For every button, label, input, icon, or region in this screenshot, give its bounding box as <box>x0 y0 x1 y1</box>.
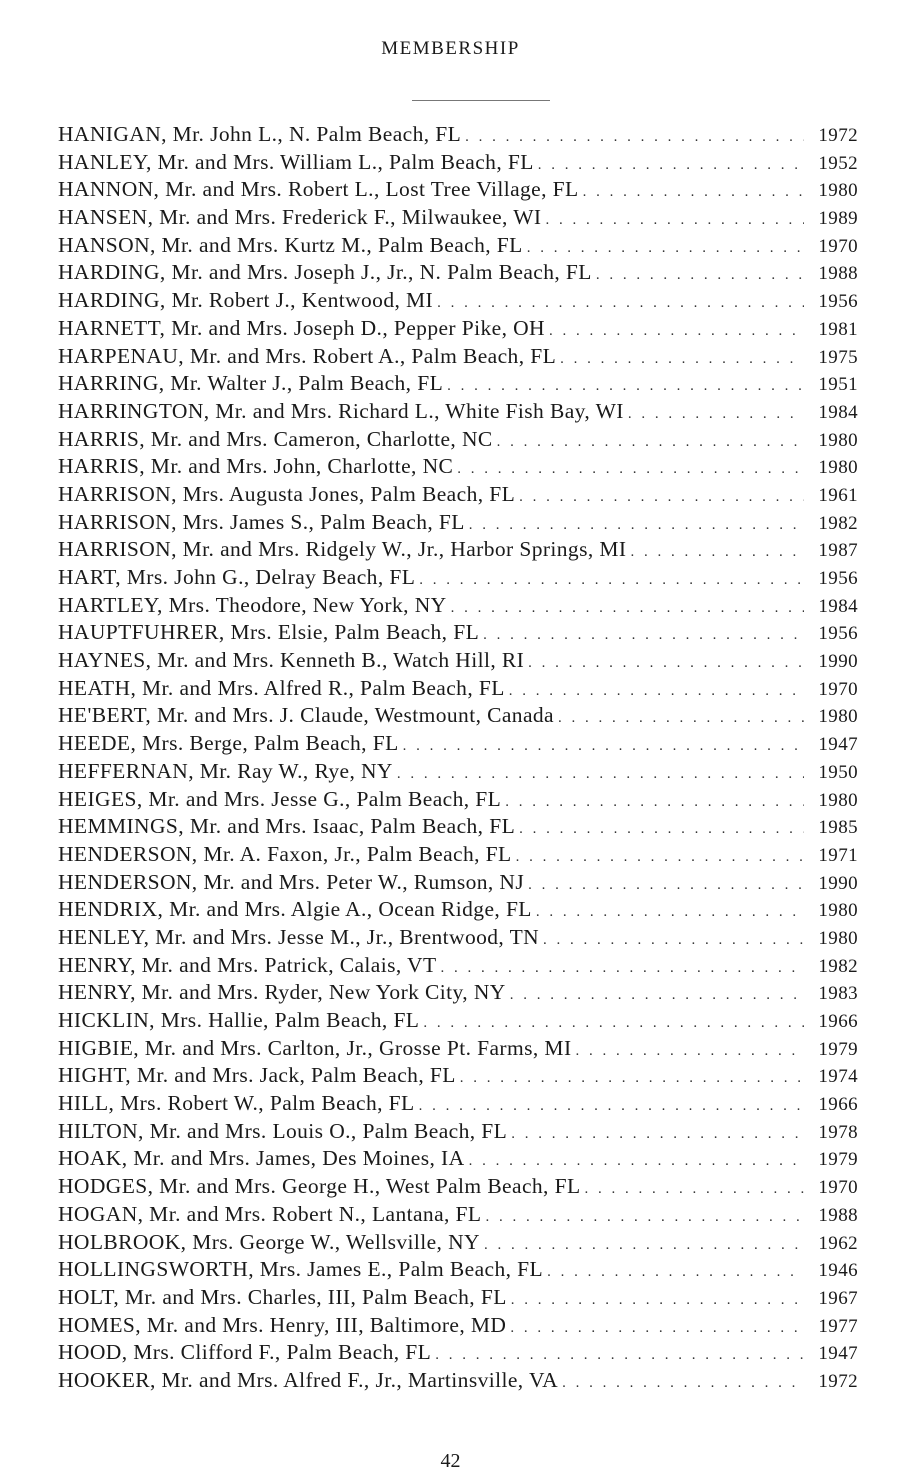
dot-leader <box>560 346 804 374</box>
member-name: HENLEY, Mr. and Mrs. Jesse M., Jr., Brentwood, TN <box>58 924 540 949</box>
member-name: HARRISON, Mr. and Mrs. Ridgely W., Jr., Harbor Springs, MI <box>58 537 627 562</box>
dot-leader <box>511 1121 804 1149</box>
member-entry <box>58 952 858 980</box>
member-name: HARNETT, Mr. and Mrs. Joseph D., Pepper Pike, OH <box>58 315 545 340</box>
member-entry <box>58 564 858 592</box>
membership-list <box>58 121 858 1395</box>
member-year: 1950 <box>818 761 858 783</box>
member-entry <box>58 536 858 564</box>
member-year: 1983 <box>818 983 858 1005</box>
dot-leader <box>511 1287 804 1315</box>
member-year: 1980 <box>818 706 858 728</box>
member-entry <box>58 979 858 1007</box>
member-entry <box>58 426 858 454</box>
member-name: HAYNES, Mr. and Mrs. Kenneth B., Watch Hill, RI <box>58 648 525 673</box>
member-entry <box>58 121 858 149</box>
member-entry <box>58 619 858 647</box>
dot-leader <box>419 567 804 595</box>
member-year: 1980 <box>818 900 858 922</box>
member-year: 1979 <box>818 1038 858 1060</box>
dot-leader <box>435 1342 804 1370</box>
member-entry <box>58 1229 858 1257</box>
member-year: 1956 <box>818 623 858 645</box>
member-name: HILTON, Mr. and Mrs. Louis O., Palm Beach, FL <box>58 1118 508 1143</box>
member-year: 1970 <box>818 1177 858 1199</box>
member-year: 1982 <box>818 512 858 534</box>
page-title: MEMBERSHIP <box>381 38 520 59</box>
member-entry <box>58 730 858 758</box>
member-name: HARRING, Mr. Walter J., Palm Beach, FL <box>58 371 444 396</box>
dot-leader <box>460 1065 804 1093</box>
dot-leader <box>457 456 804 484</box>
dot-leader <box>497 429 804 457</box>
member-name: HANNON, Mr. and Mrs. Robert L., Lost Tree Village, FL <box>58 177 579 202</box>
member-entry <box>58 924 858 952</box>
member-entry <box>58 1339 858 1367</box>
member-entry <box>58 1007 858 1035</box>
dot-leader <box>451 595 804 623</box>
member-year: 1982 <box>818 955 858 977</box>
member-entry <box>58 1173 858 1201</box>
member-entry <box>58 1145 858 1173</box>
dot-leader <box>437 290 804 318</box>
dot-leader <box>483 622 804 650</box>
member-year: 1980 <box>818 429 858 451</box>
member-year: 1947 <box>818 734 858 756</box>
member-name: HARDING, Mr. Robert J., Kentwood, MI <box>58 288 434 313</box>
member-year: 1988 <box>818 1204 858 1226</box>
dot-leader <box>576 1038 805 1066</box>
dot-leader <box>527 235 804 263</box>
member-entry <box>58 592 858 620</box>
member-entry <box>58 1256 858 1284</box>
dot-leader <box>485 1204 804 1232</box>
dot-leader <box>423 1010 804 1038</box>
member-entry <box>58 204 858 232</box>
member-name: HENDRIX, Mr. and Mrs. Algie A., Ocean Ridge, FL <box>58 897 532 922</box>
dot-leader <box>628 401 804 429</box>
member-year: 1987 <box>818 540 858 562</box>
member-name: HOLT, Mr. and Mrs. Charles, III, Palm Beach, FL <box>58 1284 507 1309</box>
member-entry <box>58 813 858 841</box>
member-year: 1988 <box>818 263 858 285</box>
member-entry <box>58 786 858 814</box>
dot-leader <box>465 124 804 152</box>
member-year: 1956 <box>818 291 858 313</box>
dot-leader <box>519 816 804 844</box>
member-year: 1981 <box>818 318 858 340</box>
member-year: 1984 <box>818 595 858 617</box>
member-year: 1946 <box>818 1260 858 1282</box>
member-year: 1990 <box>818 651 858 673</box>
member-entry <box>58 232 858 260</box>
dot-leader <box>549 318 804 346</box>
member-entry <box>58 149 858 177</box>
dot-leader <box>562 1370 804 1398</box>
member-name: HEMMINGS, Mr. and Mrs. Isaac, Palm Beach, FL <box>58 814 516 839</box>
dot-leader <box>441 955 804 983</box>
member-name: HOOKER, Mr. and Mrs. Alfred F., Jr., Martinsville, VA <box>58 1367 559 1392</box>
member-entry <box>58 259 858 287</box>
member-year: 1977 <box>818 1315 858 1337</box>
dot-leader <box>543 927 804 955</box>
member-name: HARRISON, Mrs. James S., Palm Beach, FL <box>58 509 465 534</box>
member-year: 1989 <box>818 208 858 230</box>
member-entry <box>58 869 858 897</box>
dot-leader <box>596 262 804 290</box>
member-entry <box>58 1367 858 1395</box>
dot-leader <box>583 179 804 207</box>
member-year: 1966 <box>818 1011 858 1032</box>
member-entry <box>58 647 858 675</box>
member-name: HEFFERNAN, Mr. Ray W., Rye, NY <box>58 758 393 783</box>
member-year: 1970 <box>818 235 858 257</box>
member-entry <box>58 1284 858 1312</box>
dot-leader <box>484 1232 804 1260</box>
member-year: 1985 <box>818 817 858 839</box>
member-name: HAUPTFUHRER, Mrs. Elsie, Palm Beach, FL <box>58 620 480 645</box>
member-entry <box>58 896 858 924</box>
member-entry <box>58 343 858 371</box>
member-year: 1951 <box>818 374 858 396</box>
member-entry <box>58 481 858 509</box>
member-entry <box>58 509 858 537</box>
member-year: 1956 <box>818 568 858 589</box>
member-name: HARRISON, Mrs. Augusta Jones, Palm Beach, FL <box>58 481 516 506</box>
dot-leader <box>528 650 804 678</box>
dot-leader <box>469 512 804 540</box>
member-name: HOMES, Mr. and Mrs. Henry, III, Baltimore, MD <box>58 1312 507 1337</box>
dot-leader <box>516 844 804 872</box>
dot-leader <box>545 207 804 235</box>
member-name: HANSEN, Mr. and Mrs. Frederick F., Milwaukee, WI <box>58 205 542 230</box>
member-entry <box>58 315 858 343</box>
dot-leader <box>558 705 804 733</box>
member-entry <box>58 370 858 398</box>
member-entry <box>58 398 858 426</box>
member-name: HOGAN, Mr. and Mrs. Robert N., Lantana, FL <box>58 1201 482 1226</box>
member-name: HARDING, Mr. and Mrs. Joseph J., Jr., N. Palm Beach, FL <box>58 260 592 285</box>
member-name: HIGHT, Mr. and Mrs. Jack, Palm Beach, FL <box>58 1063 456 1088</box>
member-name: HANSON, Mr. and Mrs. Kurtz M., Palm Beach, FL <box>58 232 523 257</box>
member-entry <box>58 1312 858 1340</box>
member-entry <box>58 287 858 315</box>
dot-leader <box>528 872 804 900</box>
member-name: HANIGAN, Mr. John L., N. Palm Beach, FL <box>58 122 462 146</box>
member-name: HE'BERT, Mr. and Mrs. J. Claude, Westmount, Canada <box>58 703 554 728</box>
member-entry <box>58 176 858 204</box>
member-year: 1971 <box>818 844 858 866</box>
dot-leader <box>510 982 804 1010</box>
member-entry <box>58 758 858 786</box>
member-year: 1962 <box>818 1232 858 1254</box>
member-name: HEEDE, Mrs. Berge, Palm Beach, FL <box>58 731 399 756</box>
member-entry <box>58 1062 858 1090</box>
member-year: 1947 <box>818 1343 858 1365</box>
member-entry <box>58 1201 858 1229</box>
dot-leader <box>519 484 804 512</box>
member-name: HIGBIE, Mr. and Mrs. Carlton, Jr., Grosse Pt. Farms, MI <box>58 1035 572 1060</box>
member-name: HICKLIN, Mrs. Hallie, Palm Beach, FL <box>58 1008 420 1032</box>
dot-leader <box>510 1315 804 1343</box>
dot-leader <box>403 733 804 761</box>
member-name: HARRIS, Mr. and Mrs. Cameron, Charlotte, NC <box>58 426 493 451</box>
member-year: 1978 <box>818 1121 858 1143</box>
member-name: HARTLEY, Mrs. Theodore, New York, NY <box>58 592 447 617</box>
member-name: HARRIS, Mr. and Mrs. John, Charlotte, NC <box>58 454 454 479</box>
member-name: HEATH, Mr. and Mrs. Alfred R., Palm Beach, FL <box>58 675 505 700</box>
member-name: HENRY, Mr. and Mrs. Ryder, New York City, NY <box>58 980 506 1005</box>
member-year: 1972 <box>818 1370 858 1392</box>
member-name: HOLLINGSWORTH, Mrs. James E., Palm Beach, FL <box>58 1257 544 1282</box>
member-entry <box>58 453 858 481</box>
member-name: HART, Mrs. John G., Delray Beach, FL <box>58 565 416 589</box>
member-entry <box>58 1035 858 1063</box>
dot-leader <box>630 539 804 567</box>
dot-leader <box>547 1259 804 1287</box>
member-year: 1984 <box>818 401 858 423</box>
dot-leader <box>447 373 804 401</box>
member-entry <box>58 1118 858 1146</box>
member-name: HOOD, Mrs. Clifford F., Palm Beach, FL <box>58 1340 432 1365</box>
member-name: HOAK, Mr. and Mrs. James, Des Moines, IA <box>58 1146 465 1171</box>
member-year: 1966 <box>818 1094 858 1116</box>
member-name: HOLBROOK, Mrs. George W., Wellsville, NY <box>58 1229 480 1254</box>
title-divider <box>412 100 550 101</box>
member-year: 1980 <box>818 180 858 202</box>
member-year: 1975 <box>818 346 858 368</box>
member-name: HENDERSON, Mr. A. Faxon, Jr., Palm Beach, FL <box>58 841 512 866</box>
page-number: 42 <box>440 1450 461 1472</box>
dot-leader <box>505 789 804 817</box>
member-name: HODGES, Mr. and Mrs. George H., West Palm Beach, FL <box>58 1174 581 1199</box>
member-year: 1979 <box>818 1149 858 1171</box>
dot-leader <box>584 1176 804 1204</box>
member-year: 1967 <box>818 1287 858 1309</box>
member-name: HENDERSON, Mr. and Mrs. Peter W., Rumson, NJ <box>58 869 525 894</box>
member-name: HARRINGTON, Mr. and Mrs. Richard L., White Fish Bay, WI <box>58 398 624 423</box>
member-year: 1972 <box>818 125 858 146</box>
member-entry <box>58 841 858 869</box>
member-name: HENRY, Mr. and Mrs. Patrick, Calais, VT <box>58 952 437 977</box>
dot-leader <box>469 1148 804 1176</box>
dot-leader <box>509 678 804 706</box>
member-year: 1980 <box>818 457 858 479</box>
member-entry <box>58 702 858 730</box>
member-name: HANLEY, Mr. and Mrs. William L., Palm Beach, FL <box>58 149 534 174</box>
member-year: 1952 <box>818 152 858 174</box>
dot-leader <box>419 1093 804 1121</box>
member-name: HILL, Mrs. Robert W., Palm Beach, FL <box>58 1091 415 1116</box>
member-year: 1970 <box>818 678 858 700</box>
dot-leader <box>397 761 804 789</box>
member-year: 1961 <box>818 484 858 506</box>
member-name: HARPENAU, Mr. and Mrs. Robert A., Palm Beach, FL <box>58 343 557 368</box>
member-year: 1980 <box>818 789 858 811</box>
member-year: 1980 <box>818 927 858 949</box>
member-year: 1990 <box>818 872 858 894</box>
member-entry <box>58 675 858 703</box>
member-entry <box>58 1090 858 1118</box>
dot-leader <box>536 899 804 927</box>
member-name: HEIGES, Mr. and Mrs. Jesse G., Palm Beach, FL <box>58 786 502 811</box>
member-year: 1974 <box>818 1066 858 1088</box>
dot-leader <box>538 152 804 180</box>
